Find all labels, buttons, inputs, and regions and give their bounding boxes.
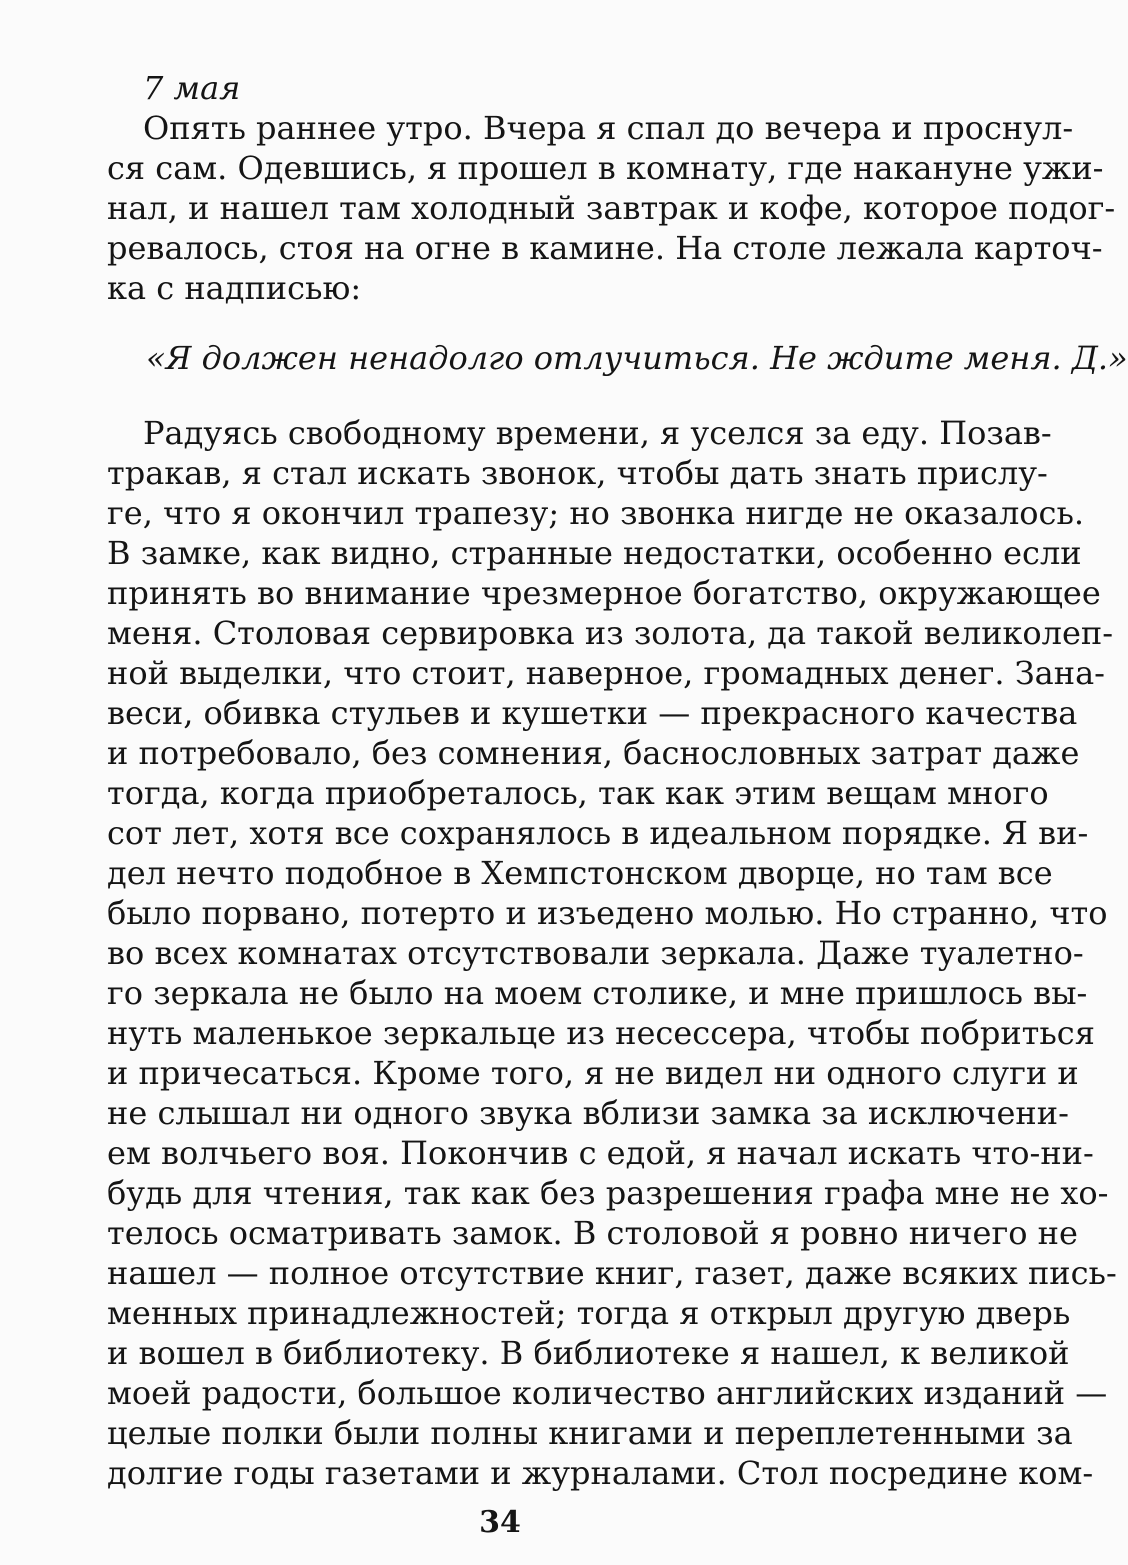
paragraph-2-line: целые полки были полны книгами и переплетенными за — [107, 1414, 1073, 1452]
paragraph-2-line: телось осматривать замок. В столовой я ровно ничего не — [107, 1214, 1078, 1252]
paragraph-2-line: принять во внимание чрезмерное богатство, окружающее — [107, 574, 1101, 612]
paragraph-2-line: и вошел в библиотеку. В библиотеке я нашел, к великой — [107, 1334, 1070, 1372]
paragraph-1-line: ся сам. Одевшись, я прошел в комнату, где накануне ужи- — [107, 149, 1104, 187]
paragraph-2-line: было порвано, потерто и изъедено молью. Но странно, что — [107, 894, 1108, 932]
paragraph-2-line: веси, обивка стульев и кушетки — прекрасного качества — [107, 694, 1078, 732]
paragraph-2-line: меня. Столовая сервировка из золота, да такой великолеп- — [107, 614, 1114, 652]
paragraph-2-line: нуть маленькое зеркальце из несессера, чтобы побриться — [107, 1014, 1095, 1052]
paragraph-2-line: не слышал ни одного звука вблизи замка за исключени- — [107, 1094, 1069, 1132]
paragraph-1-line: нал, и нашел там холодный завтрак и кофе, которое подог- — [107, 189, 1116, 227]
paragraph-2-line: моей радости, большое количество английских изданий — — [107, 1374, 1108, 1412]
paragraph-2-line: дел нечто подобное в Хемпстонском дворце, но там все — [107, 854, 1053, 892]
page-number: 34 — [479, 1505, 521, 1540]
entry-date: 7 мая — [143, 69, 241, 107]
paragraph-1-line: Опять раннее утро. Вчера я спал до вечера и проснул- — [143, 109, 1074, 147]
paragraph-1-line: ка с надписью: — [107, 269, 362, 307]
paragraph-2-line: тогда, когда приобреталось, так как этим вещам много — [107, 774, 1049, 812]
paragraph-2-line: нашел — полное отсутствие книг, газет, даже всяких пись- — [107, 1254, 1117, 1292]
paragraph-2-line: менных принадлежностей; тогда я открыл другую дверь — [107, 1294, 1071, 1332]
paragraph-2-line: долгие годы газетами и журналами. Стол посредине ком- — [107, 1454, 1094, 1492]
paragraph-2-line: тракав, я стал искать звонок, чтобы дать знать прислу- — [107, 454, 1048, 492]
paragraph-2-line: Радуясь свободному времени, я уселся за еду. Позав- — [143, 414, 1052, 452]
paragraph-1-line: ревалось, стоя на огне в камине. На столе лежала карточ- — [107, 229, 1103, 267]
paragraph-2-line: и потребовало, без сомнения, баснословных затрат даже — [107, 734, 1080, 772]
paragraph-2-line: во всех комнатах отсутствовали зеркала. Даже туалетно- — [107, 934, 1084, 972]
quoted-note: «Я должен ненадолго отлучиться. Не ждите меня. Д.» — [146, 339, 1128, 377]
paragraph-2-line: го зеркала не было на моем столике, и мне пришлось вы- — [107, 974, 1088, 1012]
paragraph-2-line: ге, что я окончил трапезу; но звонка нигде не оказалось. — [107, 494, 1085, 532]
paragraph-2-line: сот лет, хотя все сохранялось в идеальном порядке. Я ви- — [107, 814, 1089, 852]
paragraph-2-line: ем волчьего воя. Покончив с едой, я начал искать что-ни- — [107, 1134, 1094, 1172]
paragraph-2-line: и причесаться. Кроме того, я не видел ни одного слуги и — [107, 1054, 1079, 1092]
paragraph-2-line: В замке, как видно, странные недостатки, особенно если — [107, 534, 1082, 572]
paragraph-2-line: ной выделки, что стоит, наверное, громадных денег. Зана- — [107, 654, 1105, 692]
paragraph-2-line: будь для чтения, так как без разрешения графа мне не хо- — [107, 1174, 1109, 1212]
